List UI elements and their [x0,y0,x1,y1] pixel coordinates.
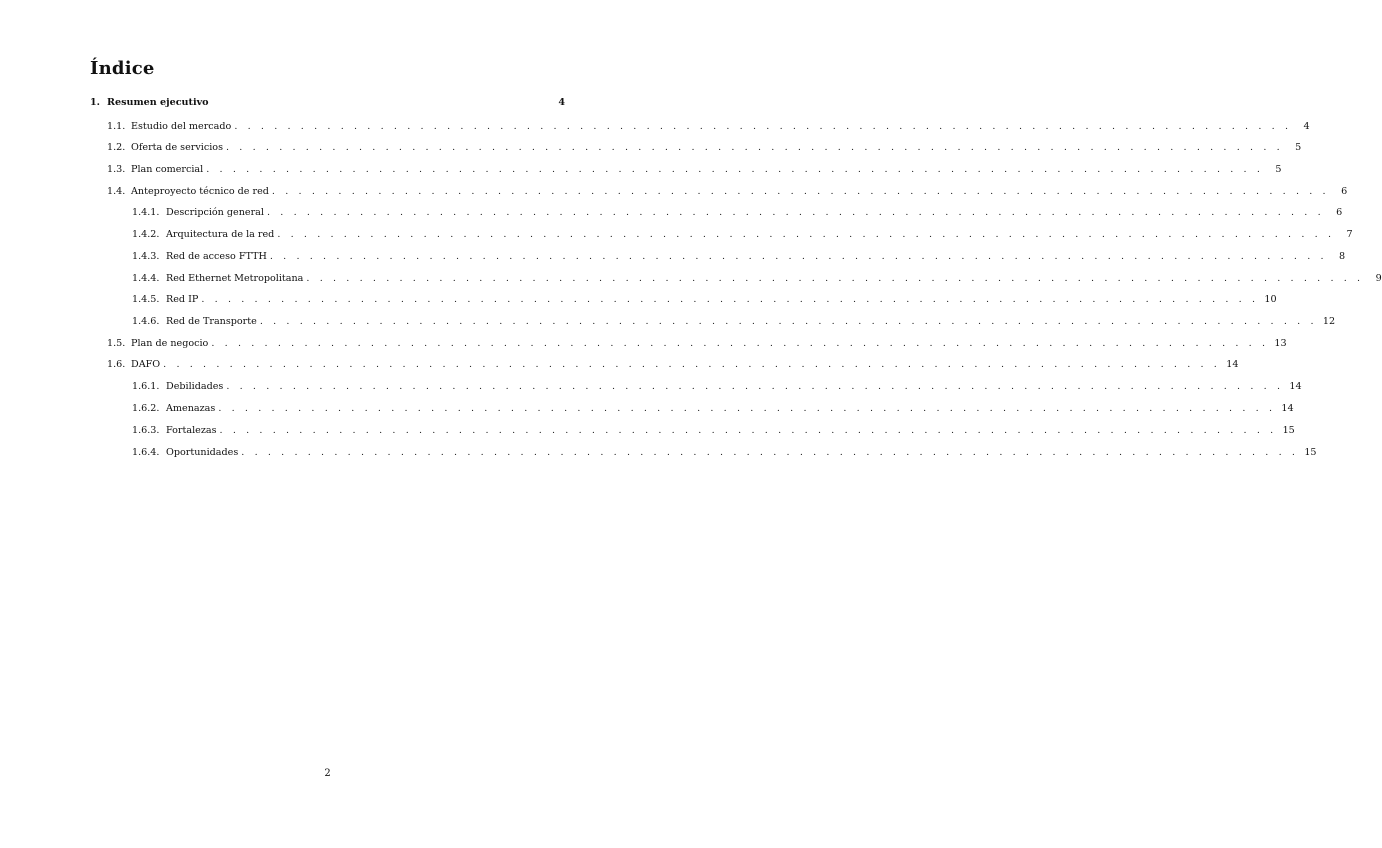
toc-entry[interactable] [132,402,1294,416]
toc-entry-label: Arquitectura de la red [166,229,275,240]
toc-entry-number: 1.4.4. [132,273,160,284]
toc-entry-number: 1.4.2. [132,229,160,240]
dot-leader: . . . . . . . . . . . . . . . . . . . . . . . . . . . . . . . . . . . . . . . . . . . . . . . . . . . . . . . . . . . . . . . . . . . . . . . . . . . . . . . . [277,229,1335,240]
toc-entry-label: Amenazas [166,403,216,414]
toc-entry-page: 4 [1303,121,1310,132]
toc-entry-number: 1.6.4. [132,447,160,458]
dot-leader: . . . . . . . . . . . . . . . . . . . . . . . . . . . . . . . . . . . . . . . . . . . . . . . . . . . . . . . . . . . . . . . . . . . . . . . . . . . . . . . . [206,164,1264,175]
toc-entry[interactable] [107,163,1282,177]
page-number: 2 [324,768,331,779]
toc-entry-number: 1.4.3. [132,251,160,262]
toc-entry-number: 1.5. [107,338,126,349]
toc-entry[interactable] [132,315,1336,329]
toc-entry-page: 10 [1264,294,1277,305]
dot-leader: . . . . . . . . . . . . . . . . . . . . . . . . . . . . . . . . . . . . . . . . . . . . . . . . . . . . . . . . . . . . . . . . . . . . . . . . . . . . . . . . [271,186,1330,197]
toc-entry-page: 6 [1341,186,1348,197]
toc-entry-page: 15 [1282,425,1295,436]
toc-entry-page: 4 [558,97,565,108]
toc-entry-number: 1.4.1. [132,207,160,218]
toc-entry-page: 9 [1375,273,1382,284]
toc-entry[interactable] [90,96,565,110]
toc-entry[interactable] [132,250,1346,264]
toc-entry-label: Debilidades [166,381,224,392]
toc-entry-label: Red IP [166,294,199,305]
toc-entry-number: 1.6.2. [132,403,160,414]
toc-entry-number: 1.3. [107,164,126,175]
toc-entry-page: 5 [1275,164,1282,175]
dot-leader: . . . . . . . . . . . . . . . . . . . . . . . . . . . . . . . . . . . . . . . . . . . . . . . . . . . . . . . . . . . . . . . . . . . . . . . . . . . . . . . . [219,425,1277,436]
dot-leader: . . . . . . . . . . . . . . . . . . . . . . . . . . . . . . . . . . . . . . . . . . . . . . . . . . . . . . . . . . . . . . . . . . . . . . . . . . . . . . . . [226,381,1284,392]
toc-entry-number: 1.1. [107,121,126,132]
toc-entry[interactable] [132,446,1317,460]
toc-entry-number: 1.4.6. [132,316,160,327]
dot-leader: . . . . . . . . . . . . . . . . . . . . . . . . . . . . . . . . . . . . . . . . . . . . . . . . . . . . . . . . . . . . . . . . . . . . . . . . . . . . . . . . [211,338,1269,349]
toc-entry-number: 1.4.5. [132,294,160,305]
toc-entry-label: Fortalezas [166,425,217,436]
toc-entry-label: DAFO [131,359,161,370]
toc-entry-page: 12 [1322,316,1336,327]
toc-entry-label: Resumen ejecutivo [107,97,209,108]
toc-entry-number: 1.2. [107,142,126,153]
toc-entry-number: 1.4. [107,186,126,197]
toc-entry-label: Estudio del mercado [131,121,232,132]
page-title: Índice [90,58,155,79]
toc-entry-number: 1. [90,97,101,108]
toc-entry-page: 7 [1346,229,1353,240]
toc-entry[interactable] [107,337,1287,351]
toc-entry[interactable] [132,380,1302,394]
toc-entry[interactable] [132,424,1295,438]
dot-leader: . . . . . . . . . . . . . . . . . . . . . . . . . . . . . . . . . . . . . . . . . . . . . . . . . . . . . . . . . . . . . . . . . . . . . . . . . . . . . . . . [306,273,1364,284]
dot-leader: . . . . . . . . . . . . . . . . . . . . . . . . . . . . . . . . . . . . . . . . . . . . . . . . . . . . . . . . . . . . . . . . . . . . . . . . . . . . . . . . [259,316,1318,327]
dot-leader: . . . . . . . . . . . . . . . . . . . . . . . . . . . . . . . . . . . . . . . . . . . . . . . . . . . . . . . . . . . . . . . . . . . . . . . . . . . . . . . . [201,294,1259,305]
toc-entry-number: 1.6.1. [132,381,160,392]
dot-leader: . . . . . . . . . . . . . . . . . . . . . . . . . . . . . . . . . . . . . . . . . . . . . . . . . . . . . . . . . . . . . . . . . . . . . . . . . . . . . . . . [241,447,1299,458]
toc-entry-number: 1.6. [107,359,126,370]
toc-entry[interactable] [132,293,1277,307]
toc-entry[interactable] [107,185,1348,199]
toc-entry-label: Red de acceso FTTH [166,251,267,262]
toc-entry-page: 15 [1304,447,1317,458]
toc-entry-label: Oferta de servicios [131,142,223,153]
toc-entry[interactable] [132,206,1343,220]
toc-entry-page: 6 [1336,207,1343,218]
toc-entry[interactable] [132,272,1382,286]
toc-entry-page: 13 [1274,338,1287,349]
toc-entry-label: Oportunidades [166,447,239,458]
toc-entry-label: Plan comercial [131,164,204,175]
toc-entry-page: 8 [1339,251,1346,262]
dot-leader: . . . . . . . . . . . . . . . . . . . . . . . . . . . . . . . . . . . . . . . . . . . . . . . . . . . . . . . . . . . . . . . . . . . . . . . . . . . . . . . . [226,142,1284,153]
dot-leader: . . . . . . . . . . . . . . . . . . . . . . . . . . . . . . . . . . . . . . . . . . . . . . . . . . . . . . . . . . . . . . . . . . . . . . . . . . . . . . . . [266,207,1325,218]
dot-leader: . . . . . . . . . . . . . . . . . . . . . . . . . . . . . . . . . . . . . . . . . . . . . . . . . . . . . . . . . . . . . . . . . . . . . . . . . . . . . . . . [218,403,1276,414]
toc-entry[interactable] [107,358,1239,372]
toc-entry-label: Plan de negocio [131,338,209,349]
toc-entry-page: 14 [1281,403,1294,414]
dot-leader: . . . . . . . . . . . . . . . . . . . . . . . . . . . . . . . . . . . . . . . . . . . . . . . . . . . . . . . . . . . . . . . . . . . . . . . . . . . . . . . . [269,251,1328,262]
toc-entry-number: 1.6.3. [132,425,160,436]
toc-entry[interactable] [107,141,1302,155]
toc-entry-page: 14 [1289,381,1302,392]
dot-leader: . . . . . . . . . . . . . . . . . . . . . . . . . . . . . . . . . . . . . . . . . . . . . . . . . . . . . . . . . . . . . . . . . . . . . . . . . . . . . . . . [163,359,1221,370]
toc-entry[interactable] [107,120,1310,134]
toc-entry[interactable] [132,228,1353,242]
toc-entry-page: 14 [1226,359,1239,370]
toc-entry-page: 5 [1295,142,1302,153]
dot-leader: . . . . . . . . . . . . . . . . . . . . . . . . . . . . . . . . . . . . . . . . . . . . . . . . . . . . . . . . . . . . . . . . . . . . . . . . . . . . . . . . [234,121,1292,132]
toc-entry-label: Anteproyecto técnico de red [131,186,269,197]
toc-entry-label: Red de Transporte [166,316,257,327]
toc-entry-label: Descripción general [166,207,264,218]
toc-entry-label: Red Ethernet Metropolitana [166,273,304,284]
